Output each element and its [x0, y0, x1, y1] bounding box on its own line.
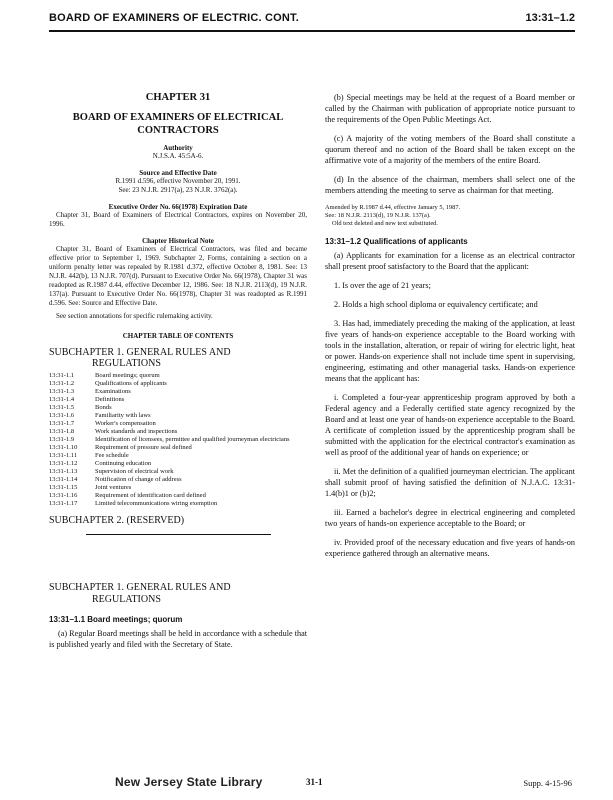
toc-section-number: 13:31-1.1 — [49, 372, 75, 379]
toc-section-number: 13:31-1.4 — [49, 396, 75, 403]
chapter-heading — [49, 92, 307, 321]
toc-section-title: Limited telecommunications wiring exemption — [95, 500, 218, 507]
supplement-date: Supp. 4-15-96 — [523, 778, 572, 788]
experience-item-iii: iii. Earned a bachelor's degree in electrical engineering and completed two years of hands-on experience acceptable to the Board; or — [325, 508, 575, 528]
experience-item-iv: iv. Provided proof of the necessary education and five years of hands-on experience gathered through an alternative means. — [325, 538, 575, 558]
exec-order-text: Chapter 31, Board of Examiners of Electrical Contractors, expires on November 20, 1996. — [49, 211, 307, 228]
section-1-1-para-d: (d) In the absence of the chairman, members shall select one of the members attending the meeting to serve as chairman for that meeting. — [325, 175, 575, 195]
toc-section-number: 13:31-1.16 — [49, 492, 78, 499]
divider — [86, 534, 271, 535]
qualification-item-1: 1. Is over the age of 21 years; — [334, 281, 431, 290]
toc-section-number: 13:31-1.9 — [49, 436, 75, 443]
toc-row — [49, 460, 290, 468]
chapter-title — [49, 111, 307, 137]
authority-heading: Authority — [163, 144, 193, 152]
toc-section-number: 13:31-1.8 — [49, 428, 75, 435]
toc-section-number: 13:31-1.11 — [49, 452, 78, 459]
qualification-item-3: 3. Has had, immediately preceding the making of the application, at least five years of hands-on experience acceptable to the Board working with tools in the installation, alteration, or repair of wiring for electric light, heat or power. Hands-on experience shall not include time spent in supervising, engineering, estimating and other managerial tasks. Hands-on experience means that the applicant has: — [325, 319, 575, 383]
toc-heading: CHAPTER TABLE OF CONTENTS — [122, 332, 234, 340]
amendment-line: See: 18 N.J.R. 2113(d), 19 N.J.R. 137(a). — [325, 212, 431, 219]
toc-row — [49, 452, 290, 460]
toc-row — [49, 412, 290, 420]
toc-subchapter-2: SUBCHAPTER 2. (RESERVED) — [49, 515, 185, 526]
toc-section-title: Continuing education — [95, 460, 152, 467]
toc-section-title: Familiarity with laws — [95, 412, 151, 419]
toc-section-title: Definitions — [95, 396, 125, 403]
toc-section-number: 13:31-1.13 — [49, 468, 78, 475]
section-1-1-para-c: (c) A majority of the voting members of the Board shall constitute a quorum thereof and no action of the Board shall be taken except on the affirmative vote of a majority of the members of the entire Board. — [325, 134, 575, 165]
running-header — [49, 10, 575, 32]
toc-row — [49, 436, 290, 444]
exec-order-block — [49, 203, 307, 229]
toc-section-title: Requirement of pressure seal defined — [95, 444, 192, 451]
amendment-line: Old text deleted and new text substituted. — [332, 220, 438, 227]
toc-section-title: Notification of change of address — [95, 476, 182, 483]
section-1-1-heading: 13:31–1.1 Board meetings; quorum — [49, 615, 183, 624]
section-1-2-heading: 13:31–1.2 Qualifications of applicants — [325, 237, 468, 246]
qualification-item-2: 2. Holds a high school diploma or equivalency certificate; and — [334, 300, 538, 309]
source-line: R.1991 d.596, effective November 20, 1991. — [115, 177, 241, 185]
toc-row — [49, 444, 290, 452]
right-column — [325, 92, 575, 567]
experience-item-i: i. Completed a four-year apprenticeship program approved by both a Federal agency and a Federally certified state agency recognized by the Board and at least one year of hands-on experience acceptable to the Board. A certificate of completion issued by the apprenticeship program shall be submitted with the application for the electrical contractor's examination as well as proof of the additional year of hands on experience; or — [325, 393, 575, 457]
toc-row — [49, 476, 290, 484]
toc-section-number: 13:31-1.7 — [49, 420, 75, 427]
toc-subchapter-1-line1: SUBCHAPTER 1. GENERAL RULES AND — [49, 347, 231, 358]
toc-subchapter-1-line2: REGULATIONS — [92, 358, 161, 369]
toc-section-number: 13:31-1.12 — [49, 460, 78, 467]
toc-section-number: 13:31-1.6 — [49, 412, 75, 419]
subchapter-1-heading — [49, 582, 307, 606]
library-watermark: New Jersey State Library — [115, 775, 263, 789]
toc-row — [49, 484, 290, 492]
toc-table — [49, 372, 290, 508]
toc-section-number: 13:31-1.15 — [49, 484, 78, 491]
header-title: BOARD OF EXAMINERS OF ELECTRIC. CONT. — [49, 12, 300, 24]
section-1-1-para-a: (a) Regular Board meetings shall be held in accordance with a schedule that is published yearly and filed with the Secretary of State. — [49, 629, 307, 649]
toc-row — [49, 428, 290, 436]
toc-row — [49, 396, 290, 404]
source-block — [49, 169, 307, 195]
toc-row — [49, 468, 290, 476]
see-annotations-text: See section annotations for specific rulemaking activity. — [56, 312, 213, 320]
amendment-note — [325, 204, 575, 228]
toc-section-title: Bonds — [95, 404, 112, 411]
toc-section-number: 13:31-1.10 — [49, 444, 78, 451]
toc-section-title: Fee schedule — [95, 452, 129, 459]
source-heading: Source and Effective Date — [139, 169, 217, 177]
chapter-title-line1: BOARD OF EXAMINERS OF ELECTRICAL — [72, 112, 284, 123]
toc-section-title: Worker's compensation — [95, 420, 156, 427]
page-number: 31-1 — [306, 777, 323, 787]
toc-section-title: Identification of licensees, permittee and qualified journeyman electricians — [95, 436, 290, 443]
toc-row — [49, 388, 290, 396]
authority-text: N.J.S.A. 45:5A-6. — [152, 152, 204, 160]
historical-note-block — [49, 237, 307, 321]
toc-section-number: 13:31-1.3 — [49, 388, 75, 395]
toc-row — [49, 420, 290, 428]
exec-order-heading: Executive Order No. 66(1978) Expiration Date — [108, 203, 248, 211]
toc-row — [49, 500, 290, 508]
authority-block — [49, 144, 307, 161]
subchapter-1-heading-line2: REGULATIONS — [92, 594, 161, 605]
chapter-title-line2: CONTRACTORS — [137, 125, 219, 136]
toc-section-title: Board meetings; quorum — [95, 372, 160, 379]
header-section-number: 13:31–1.2 — [525, 12, 575, 24]
toc-section-title: Qualifications of applicants — [95, 380, 167, 387]
toc-row — [49, 492, 290, 500]
section-1-2-para-a: (a) Applicants for examination for a license as an electrical contractor shall present proof satisfactory to the Board that the applicant: — [325, 251, 575, 271]
toc-section-number: 13:31-1.17 — [49, 500, 78, 507]
toc-section-title: Work standards and inspections — [95, 428, 178, 435]
toc-row — [49, 380, 290, 388]
toc-section-number: 13:31-1.2 — [49, 380, 75, 387]
toc-row — [49, 404, 290, 412]
amendment-line: Amended by R.1987 d.44, effective January 5, 1987. — [325, 204, 461, 211]
experience-item-ii: ii. Met the definition of a qualified journeyman electrician. The applicant shall submit proof of having satisfied the definition of N.J.A.C. 13:31-1.4(b)1 or (b)2; — [325, 467, 575, 498]
toc-section-title: Examinations — [95, 388, 131, 395]
left-column — [49, 92, 307, 658]
toc-section-number: 13:31-1.14 — [49, 476, 78, 483]
chapter-number: CHAPTER 31 — [145, 92, 211, 103]
toc-section-title: Requirement of identification card defined — [95, 492, 206, 499]
toc-subchapter-1 — [49, 347, 307, 369]
historical-note-heading: Chapter Historical Note — [142, 237, 214, 245]
subchapter-1-heading-line1: SUBCHAPTER 1. GENERAL RULES AND — [49, 582, 231, 593]
section-1-1-para-b: (b) Special meetings may be held at the request of a Board member or called by the Chairman with publication of appropriate notice pursuant to the requirements of the Open Public Meetings Act. — [325, 93, 575, 124]
toc-section-title: Joint ventures — [95, 484, 132, 491]
toc-row — [49, 372, 290, 380]
source-line: See: 23 N.J.R. 2917(a), 23 N.J.R. 3762(a). — [118, 186, 238, 194]
historical-note-text: Chapter 31, Board of Examiners of Electrical Contractors, was filed and became effective prior to September 1, 1969. Subchapter 2, Forms, containing a section on a uniform penalty letter was repealed by R.1981 d.372, effective October 8, 1981. See: 13 N.J.R. 442(b), 13 N.J.R. 707(d). Pursuant to Executive Order No. 66(1978), Chapter 31 was readopted as R.1987 d.44, effective December 12, 1986. See: 18 N.J.R. 2113(d), 19 N.J.R. 137(a). Pursuant to Executive Order No. 66(1978), Chapter 31 was readopted as R.1991 d.596. See: Source and Effective Date. — [49, 245, 307, 307]
toc-section-number: 13:31-1.5 — [49, 404, 75, 411]
toc-section-title: Supervision of electrical work — [95, 468, 174, 475]
